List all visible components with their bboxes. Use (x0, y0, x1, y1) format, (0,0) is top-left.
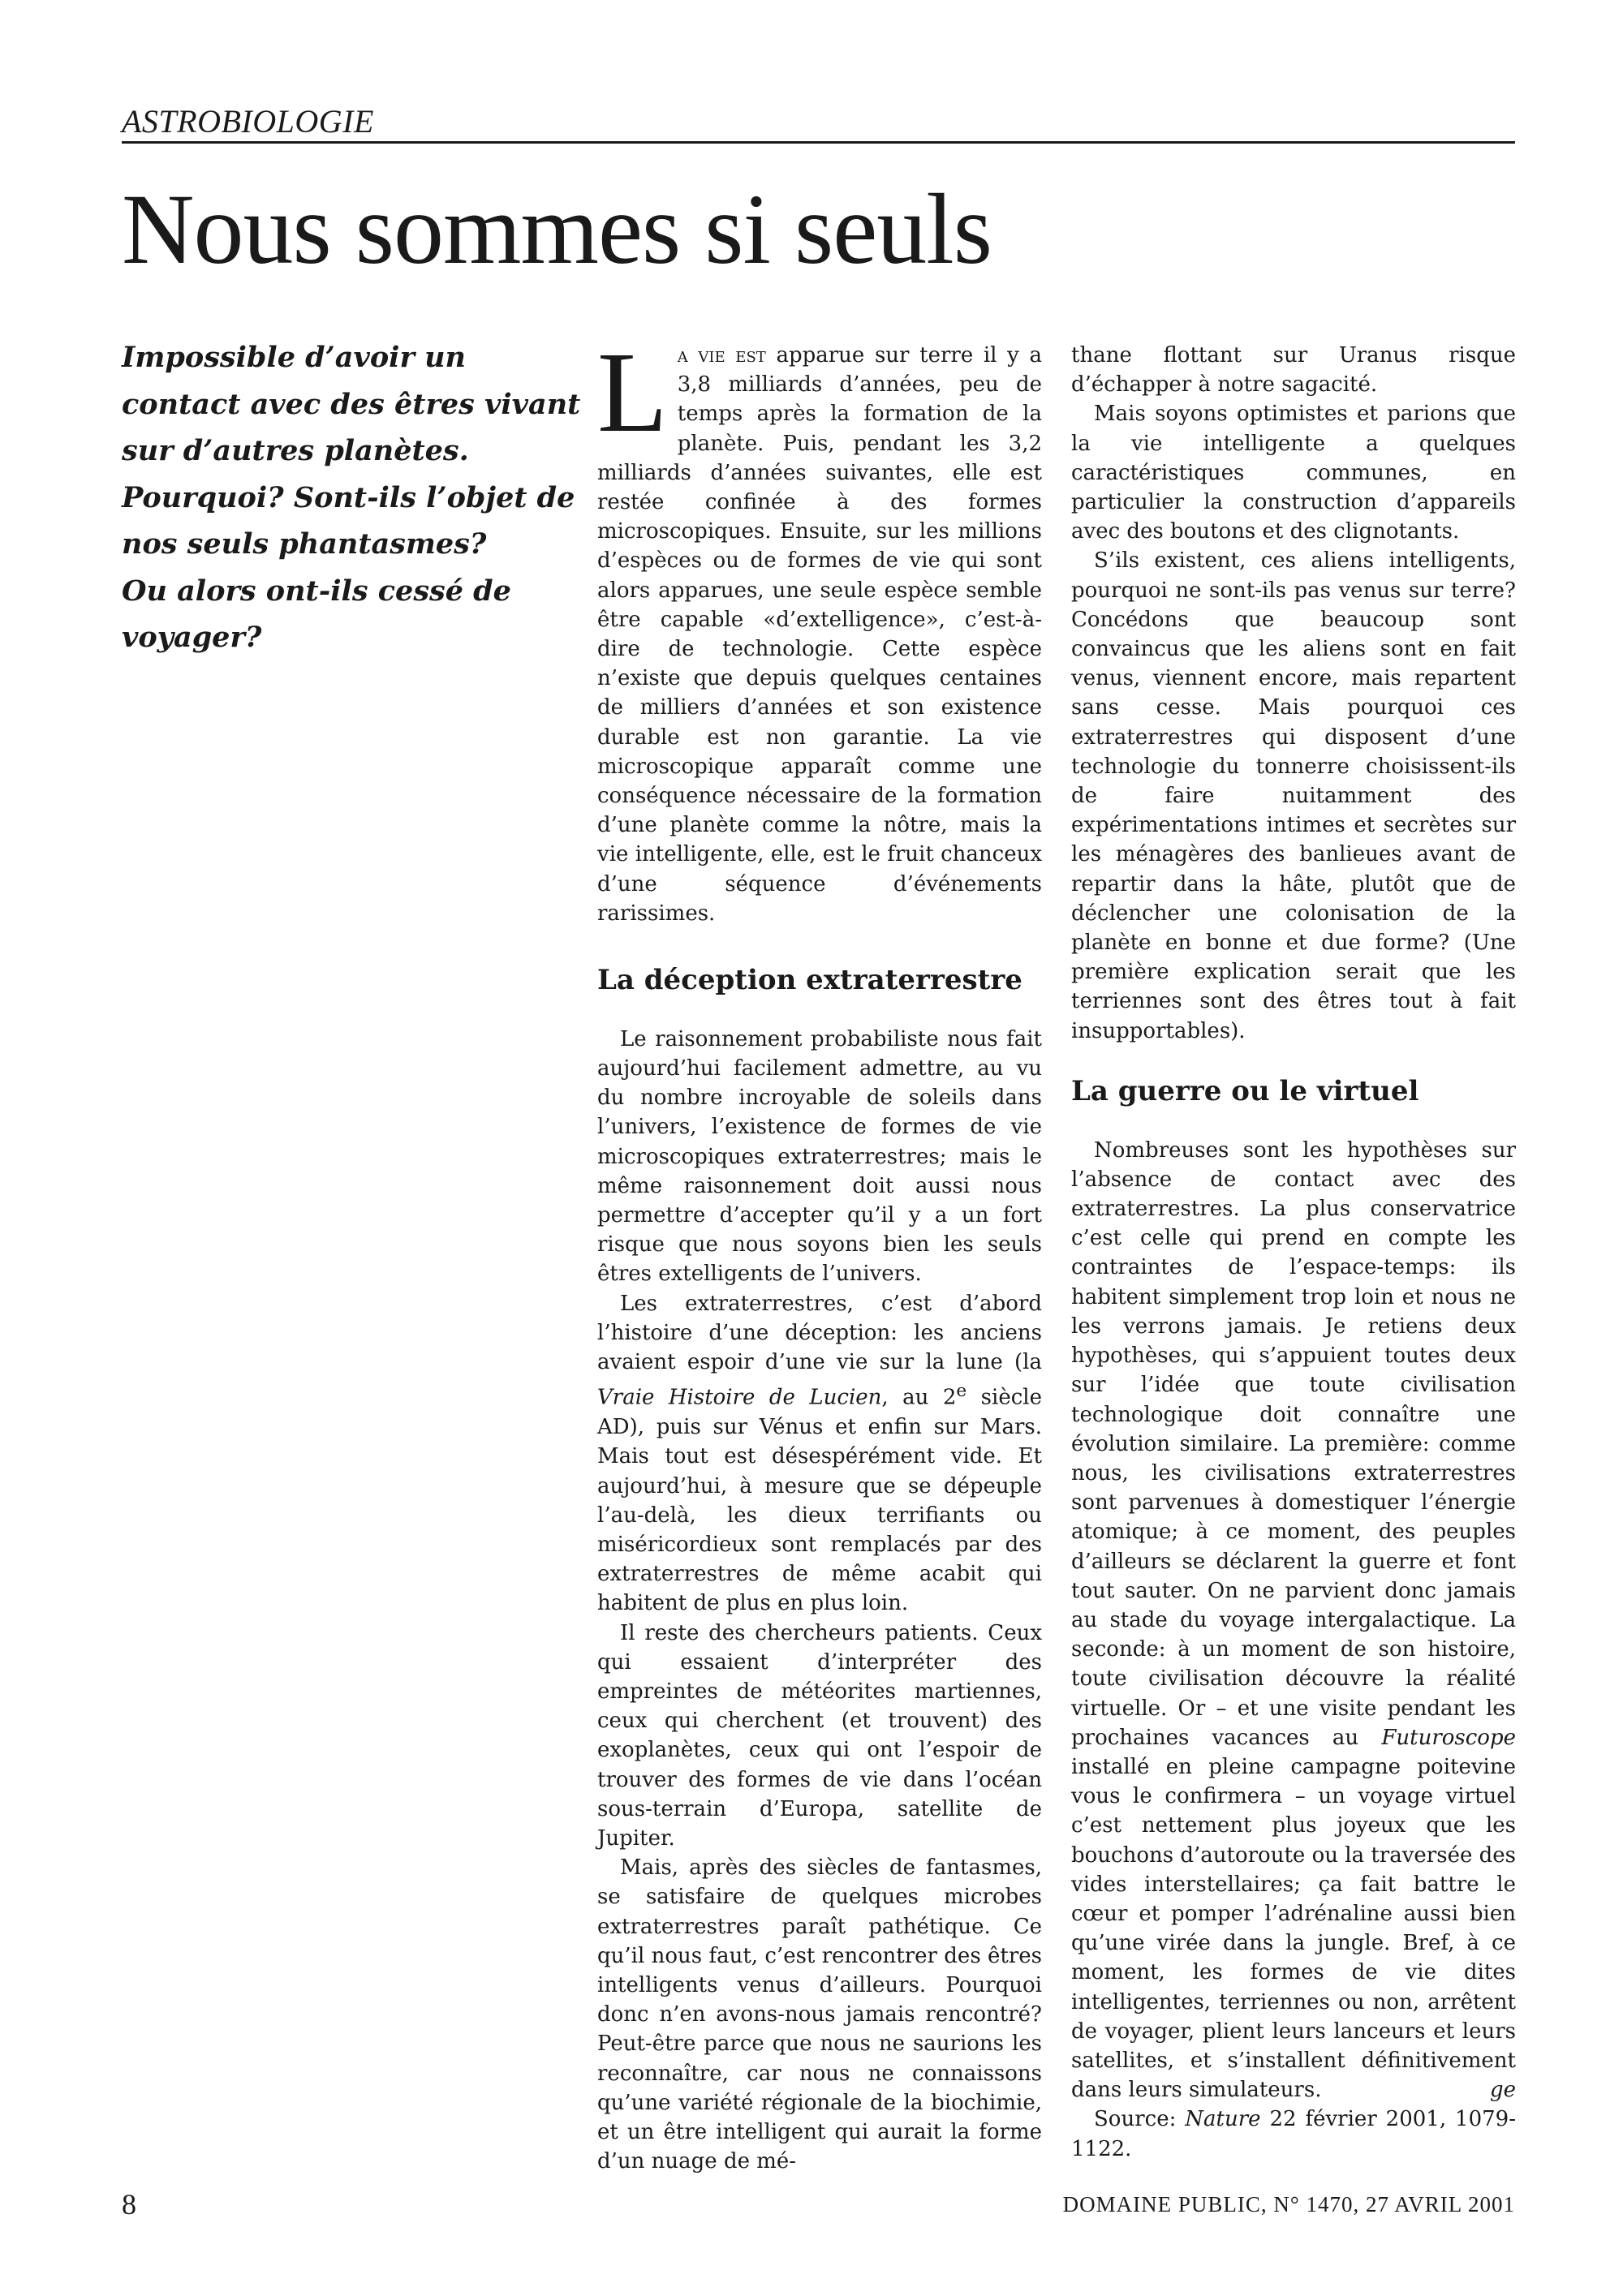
paragraph (597, 1289, 1042, 1619)
paragraph: S’ils existent, ces aliens intelligents, pourquoi ne sont-ils pas venus sur terre? Concédons que beaucoup sont convaincus que les aliens sont en fait venus, viennent encore, mais repartent sans cesse. Mais pourquoi ces extraterrestres qui disposent d’une technologie du tonnerre choisissent-ils de faire nuitamment des expérimentations intimes et secrètes sur les ménagères des banlieues avant de repartir dans la hâte, plutôt que de déclencher une colonisation de la planète en bonne et due forme? (Une première explication serait que les terriennes sont des êtres tout à fait insupportables). (1071, 548, 1516, 1043)
text-run: installé en pleine campagne poitevine vous le confirmera – un voyage virtuel c’est nettement plus joyeux que les bouchons d’autoroute ou la traversée des vides interstellaires; ça fait battre le cœur et pomper l’adrénaline aussi bien qu’une virée dans la jungle. Bref, à ce moment, les formes de vie dites intelligentes, terriennes ou non, arrêtent de voyager, plient leurs lanceurs et leurs satellites, et s’installent définitivement dans leurs simulateurs. (1071, 1754, 1516, 2103)
article-title: Nous sommes si seuls (122, 174, 992, 285)
header-rule (122, 141, 1515, 144)
drop-cap: L (597, 328, 668, 456)
lead-line: sur d’autres planètes. (122, 434, 469, 467)
source-citation (1071, 2105, 1516, 2163)
paragraph: Le raisonnement probabiliste nous fait aujourd’hui facilement admettre, au vu du nombre incroyable de soleils dans l’univers, l’existence de formes de vie microscopiques extraterrestres; mais le même raisonnement doit aussi nous permettre d’accepter qu’il y a un fort risque que nous soyons bien les seuls êtres extelligents de l’univers. (597, 1026, 1042, 1287)
source-journal: Nature (1185, 2107, 1261, 2132)
text-run: Les extraterrestres, c’est d’abord l’histoire d’une déception: les anciens avaient espoir d’une vie sur la lune (la (597, 1291, 1042, 1375)
paragraph (1071, 1136, 1516, 2105)
article-lead (122, 334, 581, 661)
author-signature: ge (1489, 2078, 1516, 2103)
place-name: Futuroscope (1381, 1725, 1516, 1750)
paragraph: Mais, après des siècles de fantasmes, se satisfaire de quelques microbes extraterrestres paraît pathétique. Ce qu’il nous faut, c’est rencontrer des êtres intelligents venus d’ailleurs. Pourquoi donc n’en avons-nous jamais rencontré? Peut-être parce que nous ne saurions les reconnaître, car nous ne connaissons qu’une variété régionale de la biochimie, et un être intelligent qui aurait la forme d’un nuage de mé- (597, 1855, 1042, 2174)
paragraph: Mais soyons optimistes et parions que la vie intelligente a quelques caractéristiques communes, en particulier la construction d’appareils avec des boutons et des clignotants. (1071, 402, 1516, 544)
intro-paragraph (597, 328, 1042, 928)
text-run: Nombreuses sont les hypothèses sur l’absence de contact avec des extraterrestres. La plus conservatrice c’est celle qui prend en compte les contraintes de l’espace-temps: ils habitent simplement trop loin et nous ne les verrons jamais. Je retiens deux hypothèses, qui s’appuient toutes deux sur l’idée que toute civilisation technologique doit connaître une évolution similaire. La première: comme nous, les civilisations extraterrestres sont parvenues à domestiquer l’énergie atomique; à ce moment, des peuples d’ailleurs se déclarent la guerre et font tout sauter. On ne parvient donc jamais au stade du voyage intergalactique. La seconde: à un moment de son histoire, toute civilisation découvre la réalité virtuelle. Or – et une visite pendant les prochaines vacances au (1071, 1137, 1516, 1750)
intro-smallcaps: a vie est (677, 343, 766, 368)
lead-line: Ou alors ont-ils cessé de (122, 574, 511, 608)
paragraph-continued: thane flottant sur Uranus risque d’échapper à notre sagacité. (1071, 343, 1516, 398)
book-title: Vraie Histoire de Lucien (597, 1385, 882, 1410)
source-label: Source: (1094, 2107, 1186, 2132)
lead-line: voyager? (122, 621, 262, 654)
page-number: 8 (122, 2188, 136, 2221)
superscript: e (956, 1381, 967, 1402)
paragraph: Il reste des chercheurs patients. Ceux qui essaient d’interpréter des empreintes de météorites martiennes, ceux qui cherchent (et trouvent) des exoplanètes, ceux qui ont l’espoir de trouver des formes de vie dans l’océan sous-terrain d’Europa, satellite de Jupiter. (597, 1620, 1042, 1851)
publication-footer: DOMAINE PUBLIC, N° 1470, 27 AVRIL 2001 (1062, 2192, 1515, 2216)
subheading-deception: La déception extraterrestre (597, 964, 1022, 997)
intro-text: apparue sur terre il y a 3,8 milliards d’années, peu de temps après la formation de la planète. Puis, pendant les 3,2 milliards d’années suivantes, elle est restée confinée à des formes microscopiques. Ensuite, sur les millions d’espèces ou de formes de vie qui sont alors apparues, une seule espèce semble être capable «d’extelligence», c’est-à-dire de technologie. Cette espèce n’existe que depuis quelques centaines de milliers d’années et son existence durable est non garantie. La vie microscopique apparaît comme une conséquence nécessaire de la formation d’une planète comme la nôtre, mais la vie intelligente, elle, est le fruit chanceux d’une séquence d’événements rarissimes. (597, 343, 1042, 926)
subheading-war-virtual: La guerre ou le virtuel (1071, 1074, 1419, 1107)
body-column-2 (1071, 341, 1516, 2164)
lead-line: Impossible d’avoir un (122, 341, 466, 374)
text-run: siècle AD), puis sur Vénus et enfin sur Mars. Mais tout est désespérément vide. Et aujourd’hui, à mesure que se dépeuple l’au-delà, les dieux terrifiants ou miséricordieux sont remplacés par des extraterrestres de même acabit qui habitent de plus en plus loin. (597, 1385, 1042, 1616)
lead-line: contact avec des êtres vivant (122, 387, 581, 421)
body-column-1 (597, 328, 1042, 2176)
lead-line: nos seuls phantasmes? (122, 527, 487, 561)
text-run: , au 2 (881, 1385, 957, 1410)
source-detail: 22 février 2001, 1079-1122. (1071, 2107, 1516, 2161)
section-label: ASTROBIOLOGIE (122, 103, 374, 140)
lead-line: Pourquoi? Sont-ils l’objet de (122, 480, 575, 514)
